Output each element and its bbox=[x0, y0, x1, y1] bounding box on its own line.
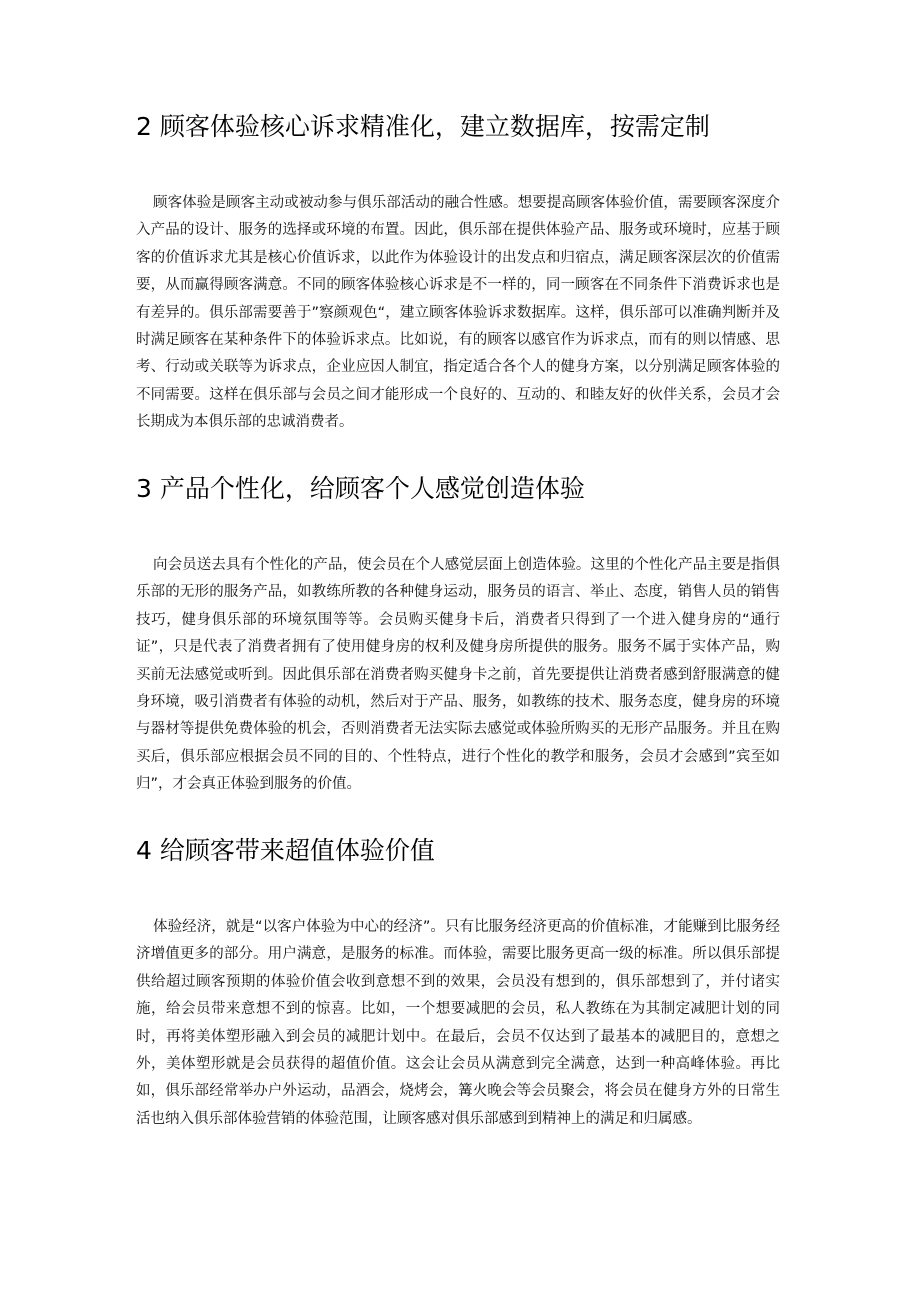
section-paragraph-4: 体验经济，就是“以客户体验为中心的经济”。只有比服务经济更高的价值标准，才能赚到比服务经济增值更多的部分。用户满意，是服务的标准。而体验，需要比服务更高一级的标准。所以俱乐部提供给超过顾客预期的体验价值会收到意想不到的效果，会员没有想到的，俱乐部想到了，并付诸实施，给会员带来意想不到的惊喜。比如，一个想要减肥的会员，私人教练在为其制定减肥计划的同时，再将美体塑形融入到会员的减肥计划中。在最后，会员不仅达到了最基本的减肥目的，意想之外，美体塑形就是会员获得的超值价值。这会让会员从满意到完全满意，达到一种高峰体验。再比如，俱乐部经常举办户外运动，品酒会，烧烤会，篝火晚会等会员聚会，将会员在健身方外的日常生活也纳入俱乐部体验营销的体验范围，让顾客感对俱乐部感到到精神上的满足和归属感。 bbox=[136, 919, 780, 1127]
section-heading-4: 4 给顾客带来超值体验价值 bbox=[136, 836, 435, 865]
section-paragraph-3: 向会员送去具有个性化的产品，使会员在个人感觉层面上创造体验。这里的个性化产品主要是指俱乐部的无形的服务产品，如教练所教的各种健身运动，服务员的语言、举止、态度，销售人员的销售技巧，健身俱乐部的环境氛围等等。会员购买健身卡后，消费者只得到了一个进入健身房的“通行证”，只是代表了消费者拥有了使用健身房的权利及健身房所提供的服务。服务不属于实体产品，购买前无法感觉或听到。因此俱乐部在消费者购买健身卡之前，首先要提供让消费者感到舒服满意的健身环境，吸引消费者有体验的动机，然后对于产品、服务，如教练的技术、服务态度，健身房的环境与器材等提供免费体验的机会，否则消费者无法实际去感觉或体验所购买的无形产品服务。并且在购买后，俱乐部应根据会员不同的目的、个性特点，进行个性化的教学和服务，会员才会感到”宾至如归”，才会真正体验到服务的价值。 bbox=[136, 557, 780, 793]
section-heading-3: 3 产品个性化，给顾客个人感觉创造体验 bbox=[136, 474, 585, 503]
section-paragraph-2: 顾客体验是顾客主动或被动参与俱乐部活动的融合性感。想要提高顾客体验价值，需要顾客深度介入产品的设计、服务的选择或环境的布置。因此，俱乐部在提供体验产品、服务或环境时，应基于顾客的价值诉求尤其是核心价值诉求，以此作为体验设计的出发点和归宿点，满足顾客深层次的价值需要，从而赢得顾客满意。不同的顾客体验核心诉求是不一样的，同一顾客在不同条件下消费诉求也是有差异的。俱乐部需要善于”察颜观色“，建立顾客体验诉求数据库。这样，俱乐部可以准确判断并及时满足顾客在某种条件下的体验诉求点。比如说，有的顾客以感官作为诉求点，而有的则以情感、思考、行动或关联等为诉求点，企业应因人制宜，指定适合各个人的健身方案，以分别满足顾客体验的不同需要。这样在俱乐部与会员之间才能形成一个良好的、互动的、和睦友好的伙伴关系，会员才会长期成为本俱乐部的忠诚消费者。 bbox=[136, 195, 780, 431]
section-heading-2: 2 顾客体验核心诉求精准化，建立数据库，按需定制 bbox=[136, 112, 710, 141]
